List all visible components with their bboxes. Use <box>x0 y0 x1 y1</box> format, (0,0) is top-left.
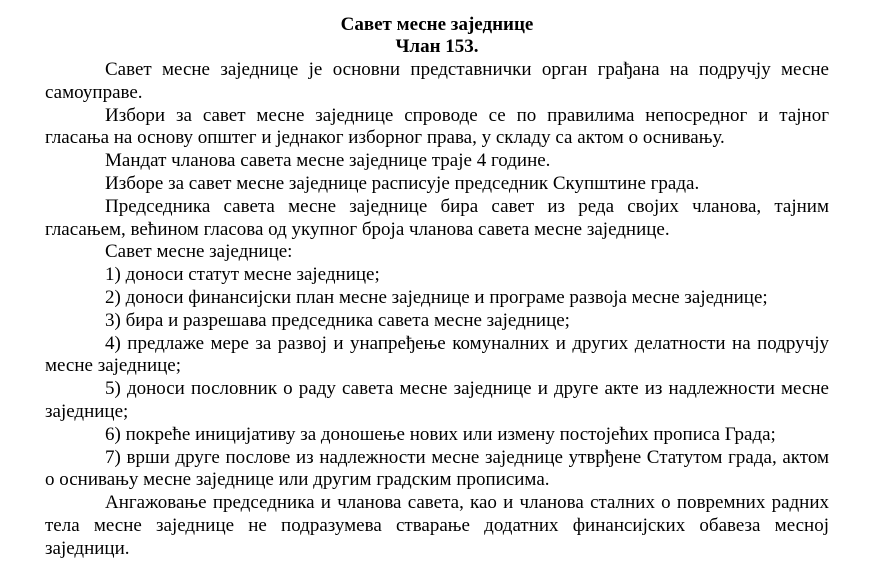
paragraph: Мандат чланова савета месне заједнице траје 4 године. <box>105 150 551 172</box>
paragraph: Изборе за савет месне заједнице расписује председник Скупштине града. <box>105 172 700 194</box>
paragraph: Савет месне заједнице: <box>105 241 293 263</box>
list-item: 4) предлаже мере за развој и унапређење комуналних и других делатности на подручју месне заједнице; <box>45 332 829 377</box>
paragraph: Ангажовање председника и чланова савета, као и чланова сталних о повремних радних тела месне заједнице не подразумева стварање додатних финансијских обавеза месној заједници. <box>45 492 829 559</box>
paragraph: Избори за савет месне заједнице спроводе се по правилима непосредног и тајног гласања на основу општег и једнаког изборног права, у складу са актом о оснивању. <box>45 104 829 149</box>
list-item: 3) бира и разрешава председника савета месне заједнице; <box>105 309 570 331</box>
paragraph: Председника савета месне заједнице бира савет из реда својих чланова, тајним гласањем, већином гласова од укупног броја чланова савета месне заједнице. <box>45 195 829 240</box>
list-item: 1) доноси статут месне заједнице; <box>105 264 380 286</box>
list-item: 5) доноси пословник о раду савета месне заједнице и друге акте из надлежности месне заједнице; <box>45 378 829 422</box>
paragraph: Савет месне заједнице је основни представнички орган грађана на подручју месне самоуправе. <box>45 59 829 103</box>
list-item: 2) доноси финансијски план месне заједнице и програме развоја месне заједнице; <box>105 286 768 308</box>
article-number: Члан 153. <box>395 36 479 57</box>
document-title: Савет месне заједнице <box>340 14 534 35</box>
article-body <box>45 59 829 561</box>
list-item: 6) покреће иницијативу за доношење нових или измену постојећих прописа Града; <box>105 423 776 445</box>
list-item: 7) врши друге послове из надлежности месне заједнице утврђене Статутом града, актом о оснивању месне заједнице или другим градским прописима. <box>45 446 829 491</box>
